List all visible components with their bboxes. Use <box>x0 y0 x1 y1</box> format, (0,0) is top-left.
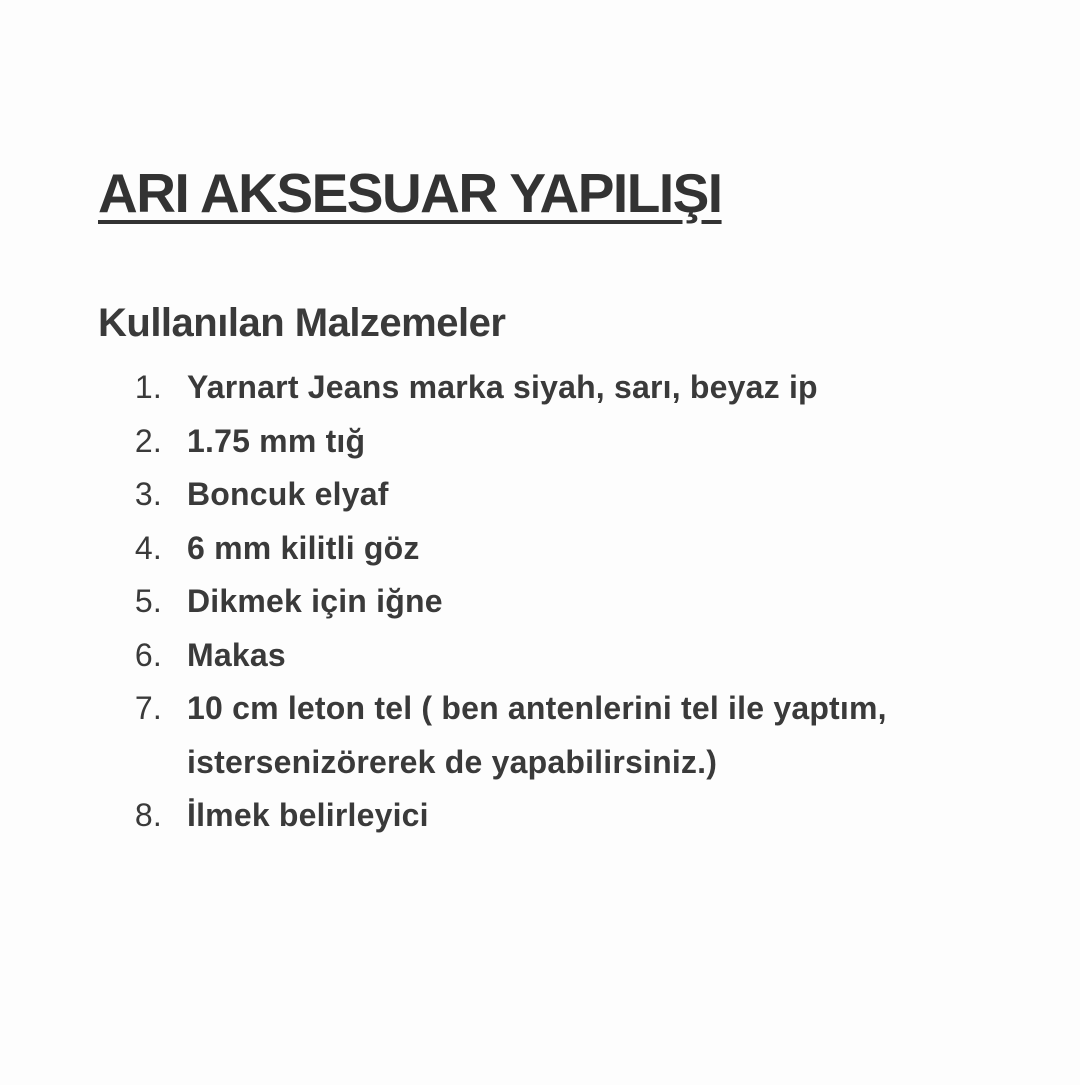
list-item-number: 2. <box>134 422 162 459</box>
materials-list <box>0 361 1080 843</box>
list-item-text: 1.75 mm tığ <box>187 422 366 459</box>
list-item-number: 8. <box>134 797 162 833</box>
list-item-text: 6 mm kilitli göz <box>187 529 420 566</box>
list-item-number: 3. <box>134 476 162 512</box>
list-item-text: 10 cm leton tel ( ben antenlerini tel ile yaptım, istersenizörerek de yapabilirsiniz.) <box>187 690 887 780</box>
list-item <box>0 575 1080 629</box>
list-item-number: 6. <box>134 636 162 673</box>
list-item <box>0 468 1080 522</box>
list-item-text: Boncuk elyaf <box>187 476 389 512</box>
list-item-number: 4. <box>134 529 162 566</box>
list-item <box>0 415 1080 469</box>
list-item-text: Dikmek için iğne <box>187 583 443 619</box>
list-item <box>0 789 1080 843</box>
list-item-number: 5. <box>134 583 162 619</box>
document-title: ARI AKSESUAR YAPILIŞI <box>98 162 722 224</box>
section-heading-materials: Kullanılan Malzemeler <box>98 301 506 345</box>
list-item-text: Yarnart Jeans marka siyah, sarı, beyaz ip <box>187 369 818 405</box>
list-item <box>0 522 1080 576</box>
list-item <box>0 361 1080 415</box>
list-item <box>0 682 1080 789</box>
list-item-number: 7. <box>134 690 162 726</box>
list-item-text: Makas <box>187 636 286 673</box>
list-item-text: İlmek belirleyici <box>187 797 429 833</box>
list-item-number: 1. <box>134 369 162 405</box>
list-item <box>0 629 1080 683</box>
